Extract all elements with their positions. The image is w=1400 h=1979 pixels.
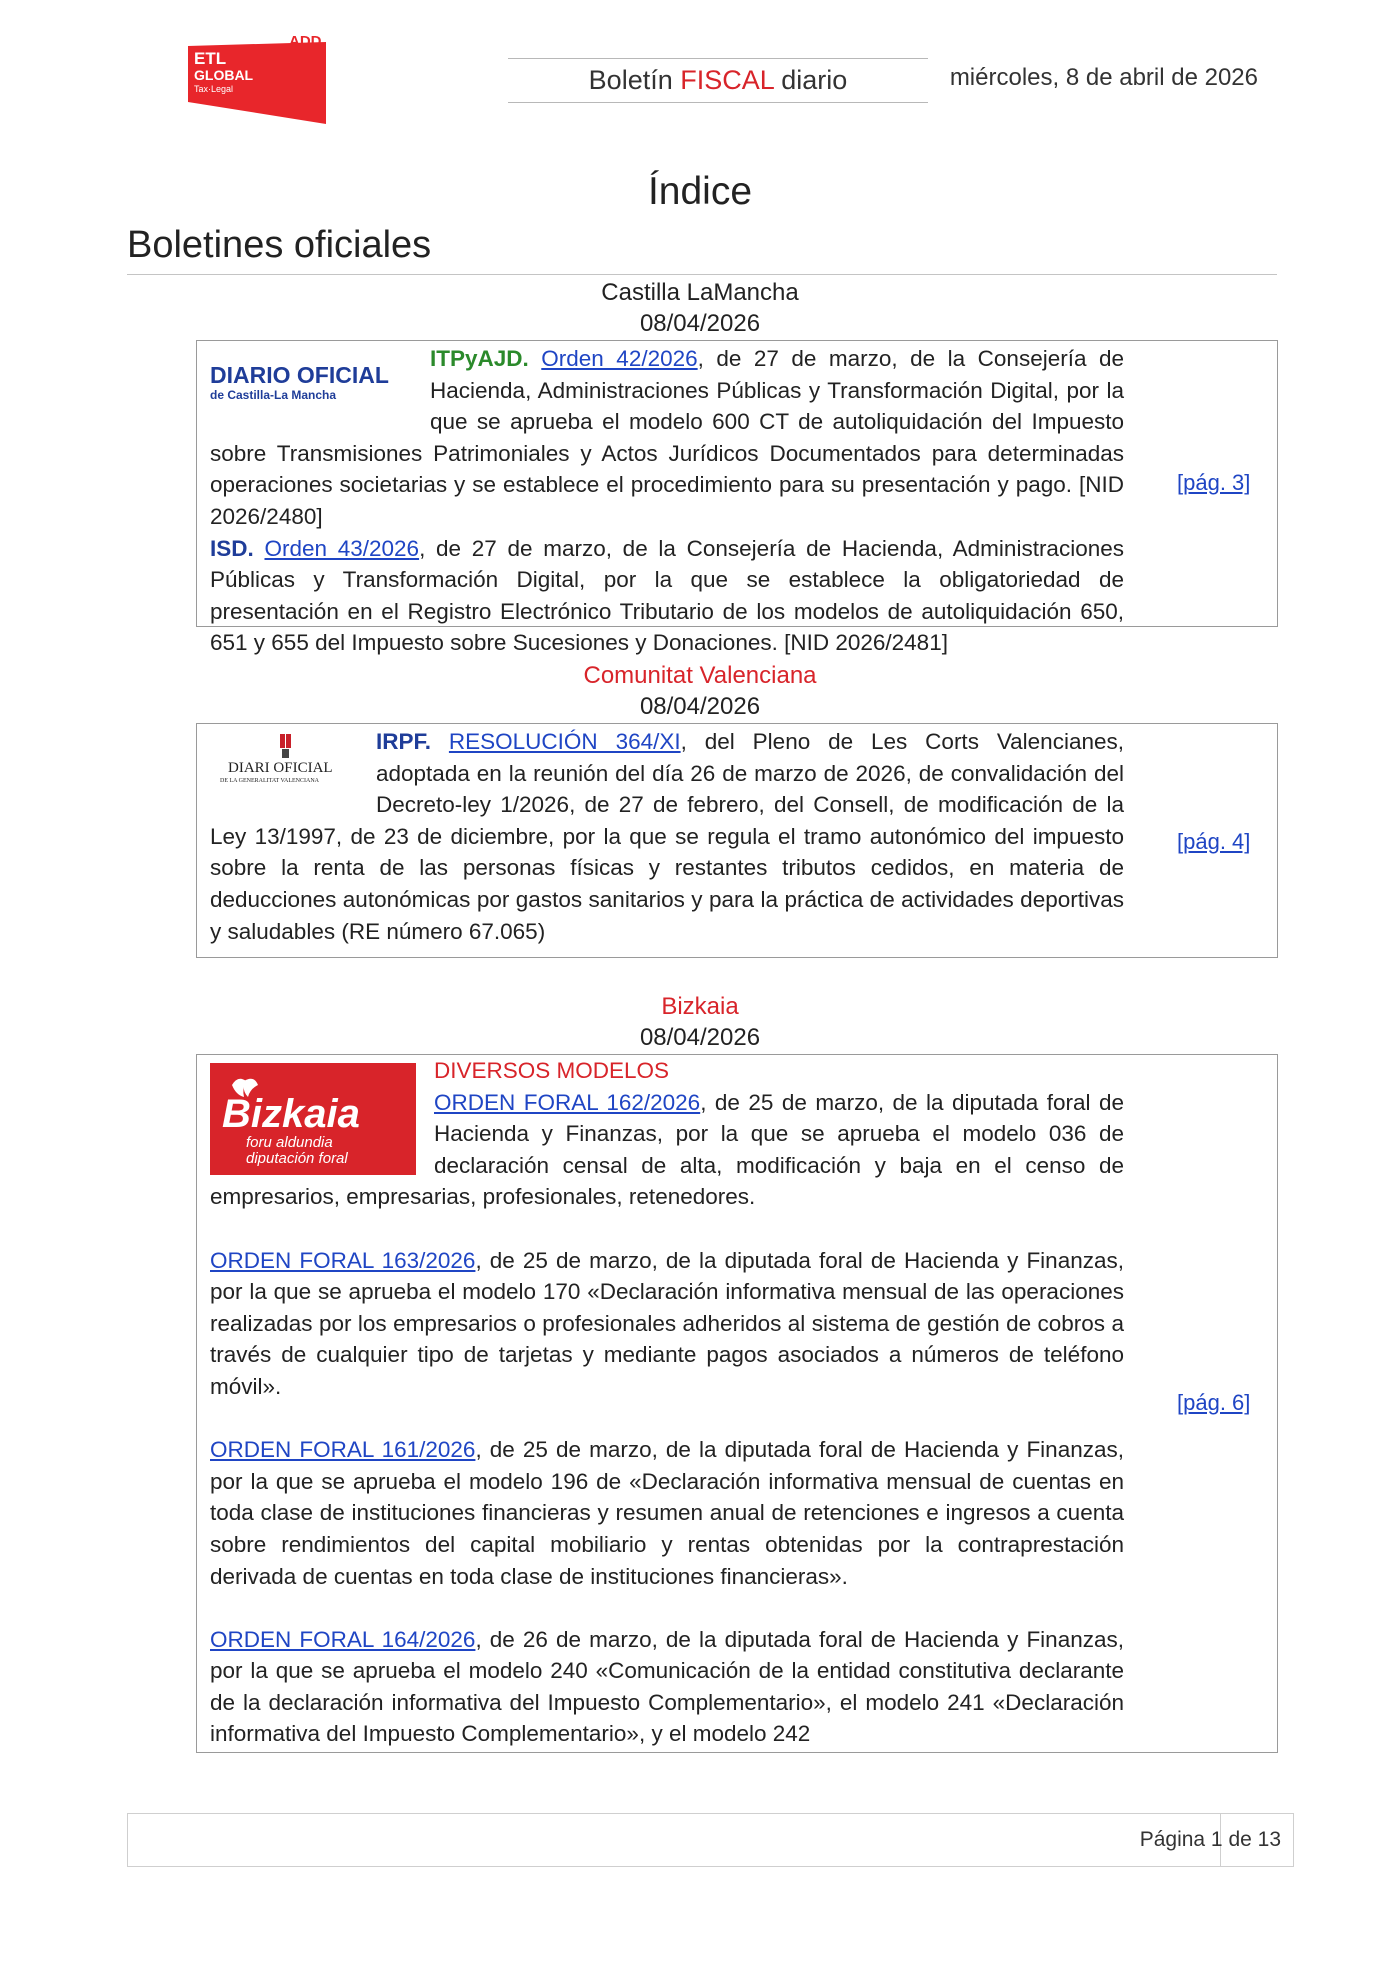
page-ref-bizkaia[interactable]: [pág. 6] (1177, 1390, 1251, 1415)
bulletin-title-prefix: Boletín (588, 65, 681, 95)
entry-body-of-161: , de 25 de marzo, de la diputada foral de Hacienda y Finanzas, por la que se aprueba el modelo 196 de «Declaración informativa mensual de cuentas en toda clase de instituciones financieras y resumen anual de retenciones e ingresos a cuenta sobre rendimientos del capital mobiliario y rentas obtenidas por la contraprestación derivada de cuentas en toda clase de instituciones financieras». (210, 1437, 1124, 1589)
entry-body-of-164: , de 26 de marzo, de la diputada foral de Hacienda y Finanzas, por la que se aprueba el modelo 240 «Comunicación de la entidad constitutiva declarante de la declaración informativa del Impuesto Complementario», el modelo 241 «Declaración informativa del Impuesto Complementario», y el modelo 242 (210, 1626, 1124, 1747)
logo-add-text: ADD (289, 33, 322, 50)
logo-taxlegal-text: Tax·Legal (194, 84, 234, 94)
region-name-valenciana: Comunitat Valenciana (583, 662, 817, 689)
entry-box-castilla (196, 340, 1278, 656)
entry-tag-irpf: IRPF. (376, 729, 432, 754)
entry-tag-itpyajd: ITPyAJD. (430, 346, 529, 371)
gv-logo-subtitle: DE LA GENERALITAT VALENCIANA (220, 778, 320, 784)
logo-global-text: GLOBAL (194, 67, 254, 83)
region-name-bizkaia: Bizkaia (661, 993, 739, 1020)
link-orden-foral-163-2026[interactable]: ORDEN FORAL 163/2026 (210, 1247, 476, 1273)
page-ref-castilla[interactable]: [pág. 3] (1177, 470, 1251, 495)
entry-body-of-163: , de 25 de marzo, de la diputada foral de Hacienda y Finanzas, por la que se aprueba el modelo 170 «Declaración informativa mensual de las operaciones realizadas por los empresarios o profesionales adheridos al sistema de gestión de cobros a través de cualquier tipo de tarjetas y mediante pagos asociados a números de teléfono móvil». (210, 1247, 1124, 1399)
region-date-valenciana: 08/04/2026 (639, 693, 761, 720)
bizkaia-logo-line2: foru aldundia (246, 1134, 333, 1151)
bulletin-title-suffix: diario (773, 65, 848, 95)
entry-body-orden-42: , de 27 de marzo, de la Consejería de Hacienda, Administraciones Públicas y Transformación Digital, por la que se aprueba el modelo 600 CT de autoliquidación del Impuesto sobre Transmisiones Patrimoniales y Actos Jurídicos Documentados para determinadas operaciones societarias y se establece el procedimiento para su presentación y pago. [NID 2026/2480] (210, 346, 1124, 529)
entry-box-valenciana (196, 723, 1278, 958)
index-title: Índice (647, 170, 753, 213)
link-resolucion-364-xi[interactable]: RESOLUCIÓN 364/XI (448, 729, 681, 754)
diario-oficial-clm-logo (210, 361, 422, 421)
bulletin-title-accent: FISCAL (680, 65, 774, 95)
region-name-castilla: Castilla LaMancha (601, 279, 799, 306)
link-orden-43-2026[interactable]: Orden 43/2026 (264, 535, 420, 561)
link-orden-42-2026[interactable]: Orden 42/2026 (541, 346, 698, 371)
bizkaia-logo-line3: diputación foral (246, 1150, 348, 1167)
entry-text-bizkaia (210, 1055, 1124, 1750)
header-date: miércoles, 8 de abril de 2026 (949, 64, 1258, 91)
bizkaia-logo-title: Bizkaia (222, 1092, 360, 1136)
entry-body-orden-43: , de 27 de marzo, de la Consejería de Hacienda, Administraciones Públicas y Transformación Digital, por la que se establece la obligatoriedad de presentación en el Registro Electrónico Tributario de los modelos de autoliquidación 650, 651 y 655 del Impuesto sobre Sucesiones y Donaciones. [NID 2026/2481] (210, 535, 1124, 656)
entry-tag-isd: ISD. (210, 535, 254, 561)
entry-box-bizkaia (196, 1054, 1278, 1753)
region-date-castilla: 08/04/2026 (639, 310, 761, 337)
link-orden-foral-164-2026[interactable]: ORDEN FORAL 164/2026 (210, 1626, 476, 1652)
footer-page-number: Página 1 de 13 (1139, 1828, 1281, 1851)
region-date-bizkaia: 08/04/2026 (639, 1024, 761, 1051)
entry-text-valenciana (210, 726, 1124, 947)
page-ref-valenciana[interactable]: [pág. 4] (1177, 829, 1251, 854)
diari-oficial-gv-logo (210, 732, 368, 790)
clm-logo-title: DIARIO OFICIAL (210, 362, 389, 388)
logo-etl-text: ETL (194, 49, 227, 68)
entry-body-resolucion-364: , del Pleno de Les Corts Valencianes, adoptada en la reunión del día 26 de marzo de 2026, de convalidación del Decreto-ley 1/2026, de 27 de febrero, del Consell, de modificación de la Ley 13/1997, de 23 de diciembre, por la que se regula el tramo autonómico del impuesto sobre la renta de las personas físicas y restantes tributos cedidos, en materia de deducciones autonómicas por gastos sanitarios y para la práctica de actividades deportivas y saludables (RE número 67.065) (210, 729, 1124, 944)
clm-logo-subtitle: de Castilla-La Mancha (210, 388, 337, 402)
bizkaia-heading: DIVERSOS MODELOS (434, 1058, 670, 1083)
entry-body-of-162: , de 25 de marzo, de la diputada foral de Hacienda y Finanzas, por la que se aprueba el modelo 036 de declaración censal de alta, modificación y baja en el censo de empresarios, empresarias, profesionales, retenedores. (210, 1089, 1124, 1210)
link-orden-foral-161-2026[interactable]: ORDEN FORAL 161/2026 (210, 1437, 476, 1463)
bizkaia-logo (210, 1063, 428, 1181)
entry-text-castilla (210, 343, 1124, 659)
page-footer (127, 1813, 1294, 1867)
bulletin-title (508, 58, 928, 103)
section-title: Boletines oficiales (127, 224, 432, 266)
link-orden-foral-162-2026[interactable]: ORDEN FORAL 162/2026 (434, 1089, 701, 1115)
section-divider (127, 274, 1277, 275)
gv-logo-title: DIARI OFICIAL (228, 760, 333, 776)
etl-global-logo (186, 32, 326, 124)
